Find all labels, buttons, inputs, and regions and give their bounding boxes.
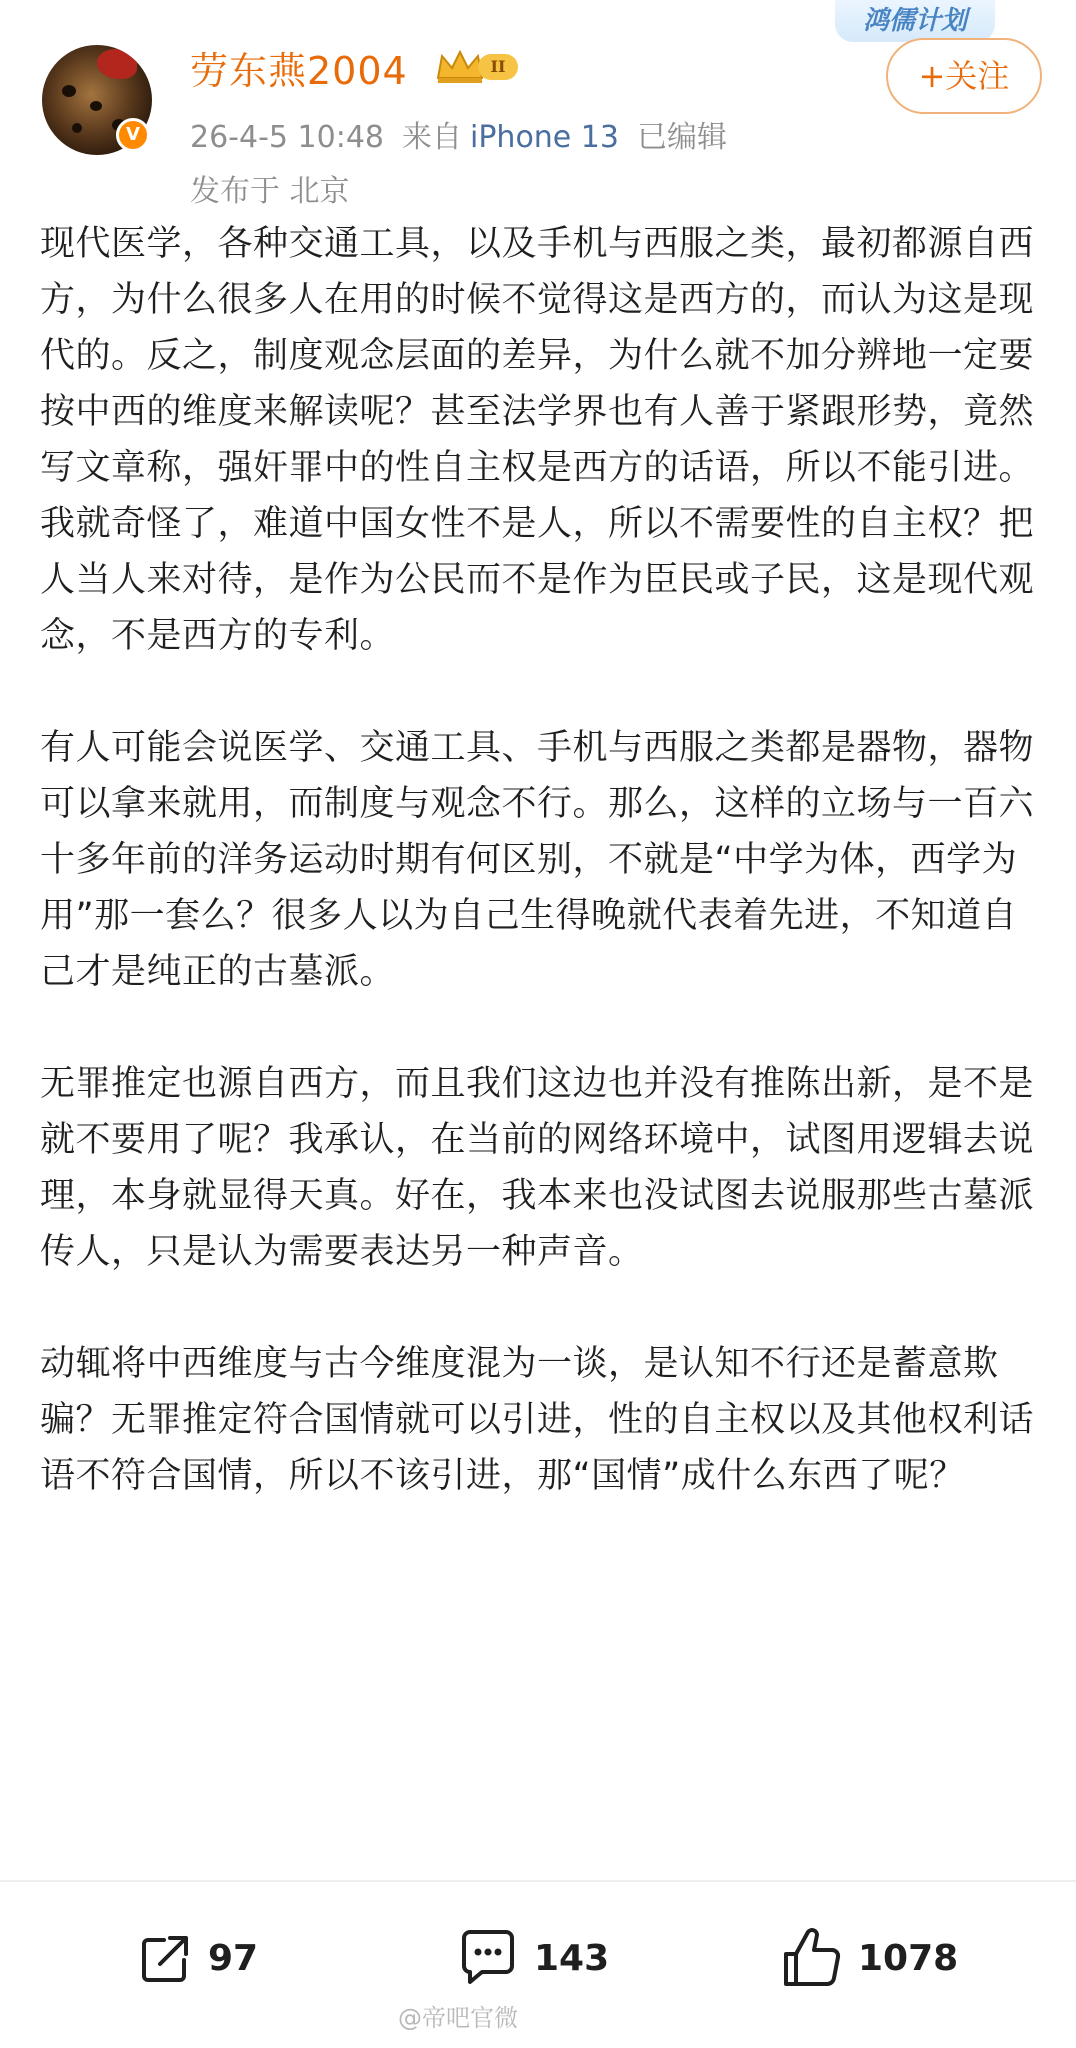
bottom-watermark: @帝吧官微 [398, 2004, 518, 2032]
thumbs-up-icon [780, 1926, 844, 1990]
vip-level-badge: II [478, 54, 518, 80]
post-paragraph: 现代医学，各种交通工具，以及手机与西服之类，最初都源自西方，为什么很多人在用的时候不觉得这是西方的，而认为这是现代的。反之，制度观念层面的差异，为什么就不加分辨地一定要按中西的维度来解读呢？甚至法学界也有人善于紧跟形势，竟然写文章称，强奸罪中的性自主权是西方的话语，所以不能引进。我就奇怪了，难道中国女性不是人，所以不需要性的自主权？把人当人来对待，是作为公民而不是作为臣民或子民，这是现代观念，不是西方的专利。 [40, 224, 1035, 656]
avatar-spot [72, 123, 82, 133]
post-source-prefix: 来自 [402, 120, 462, 155]
avatar-spot [90, 101, 102, 111]
comment-count: 143 [534, 1937, 610, 1979]
comment-button[interactable] [456, 1918, 609, 1998]
author-name[interactable]: 劳东燕2004 [190, 49, 408, 93]
post-body [40, 216, 1040, 1504]
post-paragraph: 无罪推定也源自西方，而且我们这边也并没有推陈出新，是不是就不要用了呢？我承认，在当前的网络环境中，试图用逻辑去说理，本身就显得天真。好在，我本来也没试图去说服那些古墓派传人，只是认为需要表达另一种声音。 [40, 1064, 1035, 1272]
post-meta [190, 112, 745, 156]
post-device[interactable]: iPhone 13 [470, 120, 619, 155]
top-watermark: 鸿儒计划 [835, 0, 995, 42]
like-button[interactable] [780, 1918, 958, 1998]
repost-count: 97 [208, 1937, 259, 1979]
post-time: 26-4-5 10:48 [190, 120, 384, 155]
post-edited-label[interactable]: 已编辑 [636, 120, 727, 155]
comment-bubble-icon [456, 1928, 520, 1988]
post-location: 发布于 北京 [190, 174, 350, 209]
post-header [0, 0, 1076, 210]
verified-badge-icon: V [116, 118, 150, 152]
action-bar [0, 1890, 1076, 2030]
follow-button[interactable]: +关注 [886, 38, 1042, 114]
divider [0, 1880, 1076, 1882]
share-arrow-icon [138, 1930, 194, 1986]
post-paragraph: 有人可能会说医学、交通工具、手机与西服之类都是器物，器物可以拿来就用，而制度与观念不行。那么，这样的立场与一百六十多年前的洋务运动时期有何区别，不就是“中学为体，西学为用”那一套么？很多人以为自己生得晚就代表着先进，不知道自己才是纯正的古墓派。 [40, 728, 1035, 992]
like-count: 1078 [858, 1937, 959, 1979]
avatar-red-accent [97, 49, 137, 79]
post-paragraph: 动辄将中西维度与古今维度混为一谈，是认知不行还是蓄意欺骗？无罪推定符合国情就可以引进，性的自主权以及其他权利话语不符合国情，所以不该引进，那“国情”成什么东西了呢？ [40, 1344, 1035, 1496]
repost-button[interactable] [138, 1918, 258, 1998]
avatar-spot [62, 85, 76, 97]
